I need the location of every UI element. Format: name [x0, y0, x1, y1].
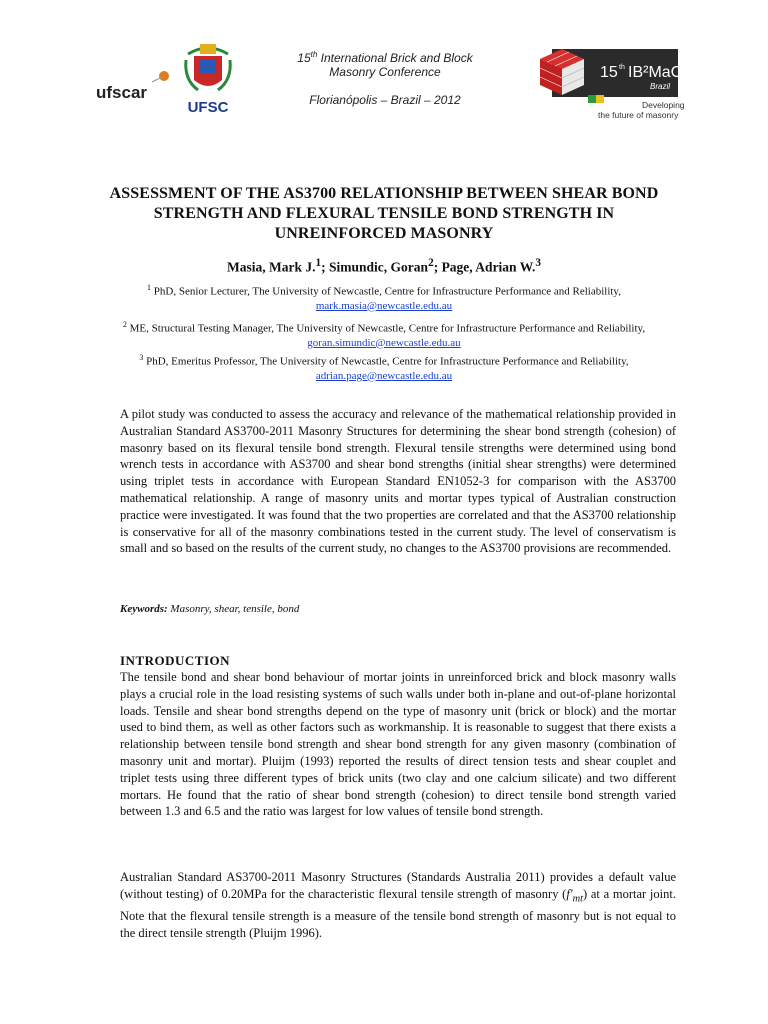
- ibmac-tagline-2: the future of masonry: [598, 110, 679, 120]
- author-list: [95, 257, 673, 276]
- affiliation-sup: 1: [147, 283, 152, 292]
- affiliation-sup: 3: [139, 353, 144, 362]
- ibmac-logo: [538, 41, 686, 121]
- email-link-3[interactable]: adrian.page@newcastle.edu.au: [315, 369, 453, 382]
- author-name: Simundic, Goran: [329, 259, 429, 275]
- abstract: A pilot study was conducted to assess the accuracy and relevance of the mathematical relationship provided in Australian Standard AS3700-2011 Masonry Structures for determining the shear bond strength (cohesion) of masonry based on its flexural tensile bond strength. Flexural tensile strengths were determined using bond wrench tests in accordance with AS3700 and shear bond strengths (initial shear strengths) were determined using triplet tests in accordance with European Standard EN1052-3 for comparison with the AS3700 mathematical relationship. A range of masonry units and mortar types typical of Australian construction practice were investigated. It was found that the two properties are correlated and that the AS3700 relationship is conservative for all of the masonry combinations tested in the current study. The level of conservatism is small and so based on the results of the current study, no changes to the AS3700 provisions are recommended.: [120, 407, 676, 556]
- keywords-list: Masonry, shear, tensile, bond: [167, 603, 300, 615]
- author-name: Page, Adrian W.: [441, 259, 536, 275]
- math-symbol: f′: [566, 886, 573, 901]
- author-sup: 1: [315, 257, 322, 269]
- author-sup: 3: [535, 257, 541, 269]
- ufscar-logo: [94, 68, 176, 108]
- intro-p2-text-a: Australian Standard AS3700-2011 Masonry Structures (Standards Australia 2011) provides a default value (without testing) of 0.20MPa for the characteristic flexural tensile strength of masonry (: [120, 870, 676, 901]
- keywords: [120, 603, 676, 615]
- ibmac-tagline-1: Developing: [642, 100, 685, 110]
- section-heading-introduction: INTRODUCTION: [120, 653, 231, 668]
- author-separator: ;: [433, 259, 442, 275]
- conference-info: [270, 48, 500, 107]
- affiliation-1: [98, 281, 670, 313]
- ibmac-logo-number: 15: [600, 64, 618, 81]
- email-link-2[interactable]: goran.simundic@newcastle.edu.au: [307, 336, 461, 349]
- affiliation-text: ME, Structural Testing Manager, The University of Newcastle, Centre for Infrastructure Performance and Reliability,: [126, 322, 646, 335]
- email-link-1[interactable]: mark.masia@newcastle.edu.au: [315, 299, 453, 312]
- ibmac-logo-country: Brazil: [650, 82, 671, 91]
- conference-line-1: [270, 48, 500, 65]
- author-separator: ;: [321, 259, 330, 275]
- conference-location: Florianópolis – Brazil – 2012: [309, 93, 461, 107]
- intro-paragraph-2: [120, 869, 676, 942]
- conference-line-2: Masonry Conference: [329, 65, 441, 79]
- keywords-label: Keywords:: [120, 603, 168, 615]
- paper-title: ASSESSMENT OF THE AS3700 RELATIONSHIP BETWEEN SHEAR BOND STRENGTH AND FLEXURAL TENSILE BOND STRENGTH IN UNREINFORCED MASONRY: [109, 185, 659, 242]
- conference-number-sup: th: [310, 50, 318, 59]
- affiliation-3: [98, 351, 670, 383]
- ufscar-logo-text: ufscar: [96, 83, 148, 102]
- ibmac-logo-number-sup: th: [619, 64, 625, 71]
- author-name: Masia, Mark J.: [227, 259, 316, 275]
- conference-number: 15: [297, 51, 311, 65]
- intro-paragraph-1: The tensile bond and shear bond behaviour of mortar joints in unreinforced brick and block masonry walls plays a crucial role in the load resisting systems of such walls under both in-plane and out-of-plane horizontal loads. Tensile and shear bond strengths depend on the type of masonry unit (brick or block) and the mortar used to bind them, as well as other factors such as workmanship. It is reasonable to suggest that there exists a relationship between tensile bond strength and shear bond strength for any given masonry (combination of masonry unit and mortar). Pluijm (1993) reported the results of direct tension tests and shear couplet and triplet tests using three different types of brick units (two clay and one calcium silicate) and two different mortars. He found that the ratio of shear bond strength (cohesion) to direct tensile bond strength varied between 1.3 and 6.5 and the ratio was largest for low values of tensile bond strength.: [120, 670, 676, 819]
- math-subscript: mt: [572, 893, 583, 905]
- ufsc-logo: [180, 40, 236, 118]
- affiliation-2: [98, 318, 670, 350]
- intro-p2-text-b: ) at a mortar joint. Note that the flexural tensile strength is a measure of the tensile bond strength of masonry but is not equal to the direct tensile strength (Pluijm 1996).: [120, 886, 676, 940]
- conference-name: International Brick and Block: [317, 51, 473, 65]
- affiliation-text: PhD, Senior Lecturer, The University of Newcastle, Centre for Infrastructure Performance and Reliability,: [151, 285, 621, 298]
- affiliation-text: PhD, Emeritus Professor, The University of Newcastle, Centre for Infrastructure Performance and Reliability,: [143, 355, 629, 368]
- ufsc-logo-text: UFSC: [187, 99, 229, 116]
- author-sup: 2: [428, 257, 434, 269]
- ibmac-logo-name: IB²MaC: [628, 64, 683, 81]
- affiliation-sup: 2: [122, 320, 127, 329]
